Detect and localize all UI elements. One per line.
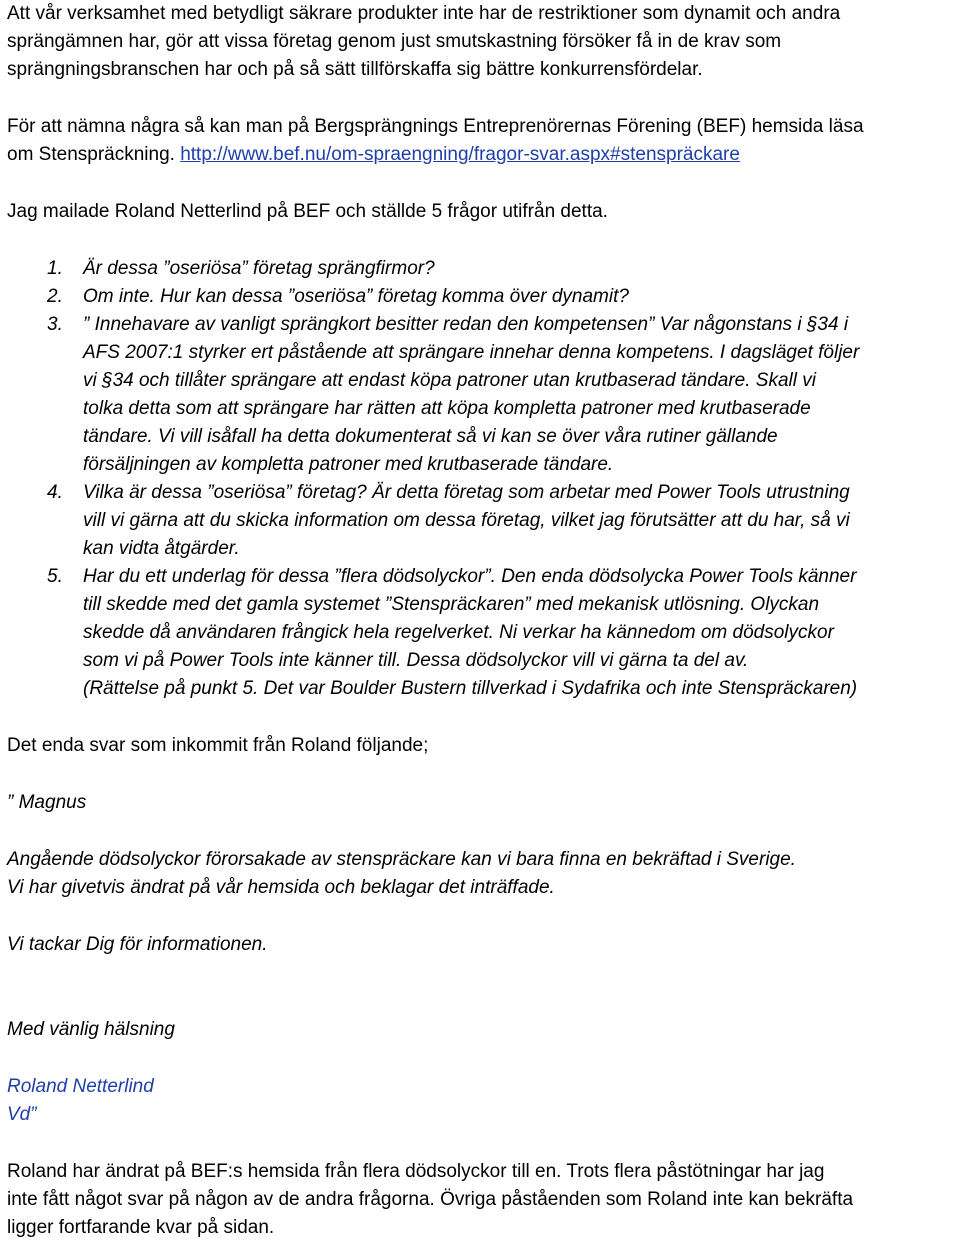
text-line: kan vidta åtgärder. bbox=[83, 538, 240, 559]
text-line: sprängningsbranschen har och på så sätt tillförskaffa sig bättre konkurrensfördelar. bbox=[7, 59, 703, 80]
document-page bbox=[7, 0, 957, 1242]
text-line: sprängämnen har, gör att vissa företag genom just smutskastning försöker få in de krav som bbox=[7, 31, 782, 52]
text-line bbox=[7, 141, 957, 169]
text-line: Vi har givetvis ändrat på vår hemsida och beklagar det inträffade. bbox=[7, 877, 555, 898]
intro-paragraph-3: Jag mailade Roland Netterlind på BEF och ställde 5 frågor utifrån detta. bbox=[7, 201, 608, 222]
question-number: 4. bbox=[47, 482, 63, 503]
text-fragment: om Stenspräckning. bbox=[7, 144, 181, 165]
question-item bbox=[7, 563, 957, 703]
text-line: För att nämna några så kan man på Bergsprängnings Entreprenörernas Förening (BEF) hemsida läsa bbox=[7, 116, 864, 137]
question-number: 5. bbox=[47, 566, 63, 587]
question-item bbox=[7, 255, 957, 283]
question-list bbox=[7, 255, 957, 703]
text-line: Att vår verksamhet med betydligt säkrare produkter inte har de restriktioner som dynamit och andra bbox=[7, 3, 841, 24]
text-line: Angående dödsolyckor förorsakade av stenspräckare kan vi bara finna en bekräftad i Sverige. bbox=[7, 849, 796, 870]
text-line: vi §34 och tillåter sprängare att endast köpa patroner utan krutbaserad tändare. Skall vi bbox=[83, 370, 816, 391]
text-line: som vi på Power Tools inte känner till. Dessa dödsolyckor vill vi gärna ta del av. bbox=[83, 650, 749, 671]
text-line: Har du ett underlag för dessa ”flera dödsolyckor”. Den enda dödsolycka Power Tools känner bbox=[83, 566, 857, 587]
question-number: 3. bbox=[47, 314, 63, 335]
signature-title: Vd” bbox=[7, 1104, 37, 1125]
intro-paragraph-1 bbox=[7, 0, 957, 84]
text-line: ligger fortfarande kvar på sidan. bbox=[7, 1217, 275, 1238]
question-number: 2. bbox=[47, 286, 63, 307]
bef-faq-link[interactable]: http://www.bef.nu/om-spraengning/fragor-svar.aspx#stenspräckare bbox=[180, 144, 740, 165]
quoted-reply bbox=[7, 789, 957, 1129]
text-line: Om inte. Hur kan dessa ”oseriösa” företag komma över dynamit? bbox=[83, 286, 629, 307]
text-line: försäljningen av kompletta patroner med krutbaserade tändare. bbox=[83, 454, 614, 475]
question-item bbox=[7, 311, 957, 479]
text-line: vill vi gärna att du skicka information om dessa företag, vilket jag förutsätter att du har, så vi bbox=[83, 510, 850, 531]
text-line: ” Innehavare av vanligt sprängkort besitter redan den kompetensen” Var någonstans i §34 i bbox=[83, 314, 849, 335]
text-line: (Rättelse på punkt 5. Det var Boulder Bustern tillverkad i Sydafrika och inte Stenspräckaren) bbox=[83, 678, 858, 699]
text-line: inte fått något svar på någon av de andra frågorna. Övriga påståenden som Roland inte kan bekräfta bbox=[7, 1189, 854, 1210]
signature-name: Roland Netterlind bbox=[7, 1076, 154, 1097]
question-item bbox=[7, 479, 957, 563]
reply-salutation: ” Magnus bbox=[7, 792, 87, 813]
text-line: Roland har ändrat på BEF:s hemsida från flera dödsolyckor till en. Trots flera påstötningar har jag bbox=[7, 1161, 825, 1182]
text-line: tolka detta som att sprängare har rätten att köpa kompletta patroner med krutbaserade bbox=[83, 398, 811, 419]
conclusion-paragraph bbox=[7, 1158, 957, 1242]
text-line: AFS 2007:1 styrker ert påstående att sprängare innehar denna kompetens. I dagsläget följer bbox=[83, 342, 860, 363]
text-line: skedde då användaren frångick hela regelverket. Ni verkar ha kännedom om dödsolyckor bbox=[83, 622, 834, 643]
reply-thanks: Vi tackar Dig för informationen. bbox=[7, 934, 268, 955]
reply-intro: Det enda svar som inkommit från Roland följande; bbox=[7, 735, 429, 756]
text-line: till skedde med det gamla systemet ”Stenspräckaren” med mekanisk utlösning. Olyckan bbox=[83, 594, 820, 615]
text-line: Är dessa ”oseriösa” företag sprängfirmor? bbox=[83, 258, 435, 279]
intro-paragraph-2 bbox=[7, 113, 957, 169]
text-line: tändare. Vi vill isåfall ha detta dokumenterat så vi kan se över våra rutiner gällande bbox=[83, 426, 778, 447]
text-line: Vilka är dessa ”oseriösa” företag? Är detta företag som arbetar med Power Tools utrustning bbox=[83, 482, 850, 503]
question-item bbox=[7, 283, 957, 311]
question-number: 1. bbox=[47, 258, 63, 279]
reply-closing: Med vänlig hälsning bbox=[7, 1019, 175, 1040]
